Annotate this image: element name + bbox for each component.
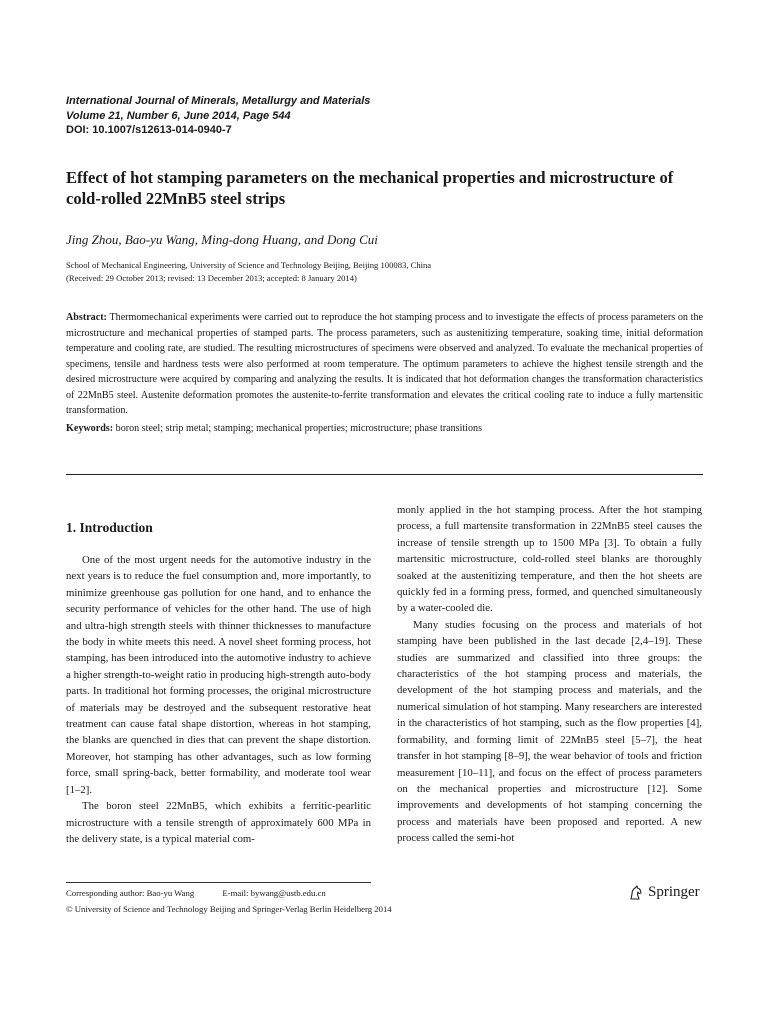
paragraph: The boron steel 22MnB5, which exhibits a ferritic-pearlitic microstructure with a tensile strength of approximately 600 MPa in the delivery state, is a typical material com-	[66, 800, 371, 845]
paragraph: One of the most urgent needs for the automotive industry in the next years is to reduce the fuel consumption and, more importantly, to minimize greenhouse gas pollution for one hand, and to enhance the security performance of vehicles for the other hand. The use of high and ultra-high strength steels with thinner thicknesses to manufacture the body in white meets this need. A novel sheet forming process, hot stamping, has been introduced into the automotive industry to achieve a higher strength-to-weight ratio in producing high-strength auto-body parts. In traditional hot forming processes, the original microstructure of materials may be destroyed and the subsequent restorative heat treatment can cause fatal shape distortion, whereas in hot stamping, the blanks are quenched in dies that can prevent the shape distortion. Moreover, hot stamping has other advantages, such as low forming force, small spring-back, better formability, and moderate tool wear [1–2].	[66, 554, 371, 796]
paragraph: monly applied in the hot stamping process. After the hot stamping process, a full martensite transformation in 22MnB5 steel causes the increase of tensile strength up to 1500 MPa [3]. To obtain a fully martensitic microstructure, cold-rolled steel blanks are thoroughly soaked at the austenitizing temperature, and then the hot sheets are quickly fed in a forming press, formed, and quenched simultaneously by a water-cooled die.	[397, 504, 702, 615]
corresponding-author: Corresponding author: Bao-yu Wang	[66, 888, 195, 898]
journal-name: International Journal of Minerals, Metallurgy and Materials	[66, 95, 371, 107]
abstract-text: Thermomechanical experiments were carried out to reproduce the hot stamping process and to investigate the effects of process parameters on the microstructure and mechanical properties of stamped parts. The process parameters, such as austenitizing temperature, soaking time, initial deformation temperature and cooling rate, are studied. The resulting microstructures of specimens were observed and analyzed. To evaluate the mechanical properties of specimens, tensile and hardness tests were also performed at room temperature. The optimum parameters to achieve the highest tensile strength and the desired microstructure were acquired by comparing and analyzing the results. It is indicated that hot deformation changes the transformation characteristics of 22MnB5 steel. Austenite deformation promotes the austenite-to-ferrite transformation and elevates the critical cooling rate to induce a fully martensitic transformation.	[66, 312, 704, 416]
abstract-label: Abstract:	[66, 312, 107, 323]
right-column	[397, 502, 702, 847]
keywords-label: Keywords:	[66, 423, 114, 434]
correspondence-line	[66, 887, 326, 899]
affiliation-block	[66, 259, 706, 285]
abstract	[66, 310, 703, 419]
author-email[interactable]: E-mail: bywang@ustb.edu.cn	[222, 888, 326, 898]
author-list: Jing Zhou, Bao-yu Wang, Ming-dong Huang, and Dong Cui	[66, 232, 378, 247]
footnote-divider	[66, 882, 371, 883]
journal-doi[interactable]: DOI: 10.1007/s12613-014-0940-7	[66, 124, 232, 136]
paper-title: Effect of hot stamping parameters on the mechanical properties and microstructure of cold-rolled 22MnB5 steel strips	[66, 168, 674, 208]
received-dates: (Received: 29 October 2013; revised: 13 December 2013; accepted: 8 January 2014)	[66, 273, 357, 283]
paragraph: Many studies focusing on the process and materials of hot stamping have been published in the last decade [2,4–19]. These studies are summarized and classified into three groups: the characteristics of the hot stamping process and materials, the development of the hot stamping process and materials, and the numerical simulation of hot stamping. Many researchers are interested in the characteristics of hot stamping, such as the flow properties [4], formability, and forming limit of 22MnB5 steel [5–7], the heat transfer in hot stamping [8–9], the wear behavior of tools and friction measurement [10–11], and focus on the effect of process parameters on the mechanical properties and microstructure [12]. Some improvements and developments of hot stamping concerning the process and materials have been proposed and reported. A new process called the semi-hot	[397, 618, 702, 845]
section-heading-introduction: 1. Introduction	[66, 520, 153, 535]
publisher-name: Springer	[648, 884, 700, 900]
left-column	[66, 552, 371, 847]
section-divider	[66, 474, 703, 475]
keywords-text: boron steel; strip metal; stamping; mechanical properties; microstructure; phase transitions	[115, 423, 483, 434]
springer-logo	[628, 884, 700, 901]
springer-horse-icon	[628, 885, 644, 901]
keywords	[66, 421, 703, 436]
affiliation: School of Mechanical Engineering, University of Science and Technology Beijing, Beijing 100083, China	[66, 260, 432, 270]
copyright-line: © University of Science and Technology Beijing and Springer-Verlag Berlin Heidelberg 2014	[66, 904, 392, 914]
journal-volume: Volume 21, Number 6, June 2014, Page 544	[66, 109, 291, 122]
journal-header	[66, 94, 370, 138]
